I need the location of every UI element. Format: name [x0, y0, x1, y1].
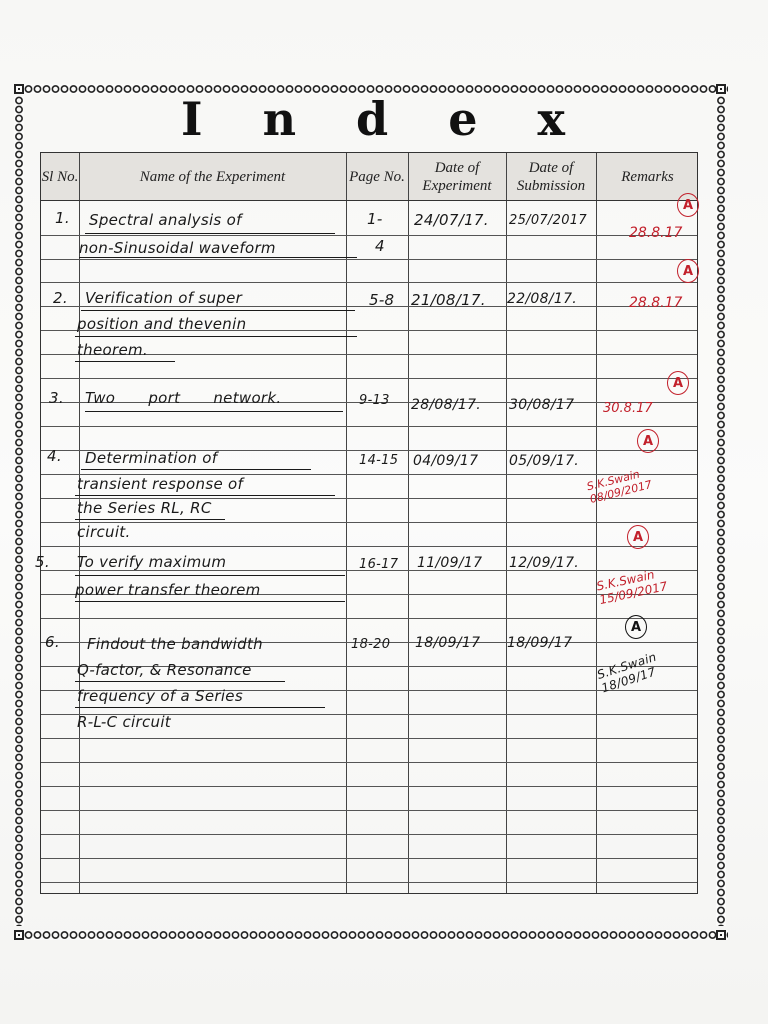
row-4-sl: 4. — [47, 447, 62, 465]
bottom-border — [24, 930, 728, 940]
row-1-name-line-2: non-Sinusoidal waveform — [79, 239, 276, 257]
row-2-name-line-3: theorem. — [77, 341, 148, 359]
grade-circle: A — [625, 615, 647, 639]
row-5-remark-signature: S.K.Swain 15/09/2017 — [595, 567, 669, 608]
row-6-sl: 6. — [45, 633, 60, 651]
underline — [81, 310, 355, 311]
page-title: I n d e x — [181, 92, 587, 146]
right-border — [716, 96, 726, 926]
ruled-line — [41, 762, 697, 763]
underline — [75, 601, 345, 602]
row-5-page: 16-17 — [359, 557, 399, 572]
row-4-name-line-2: transient response of — [77, 475, 244, 493]
index-table — [35, 152, 698, 894]
row-6-name-line-3: frequency of a Series — [77, 687, 243, 705]
row-6-name-line-1: Findout the bandwidth — [87, 635, 263, 653]
ruled-line — [41, 738, 697, 739]
row-5-name-line-1: To verify maximum — [77, 553, 227, 571]
grade-circle: A — [627, 525, 649, 549]
row-2-name-line-2: position and thevenin — [77, 315, 247, 333]
row-5-date-experiment: 11/09/17 — [417, 555, 483, 571]
underline — [75, 495, 335, 496]
row-3-date-experiment: 28/08/17. — [411, 397, 482, 413]
ruled-line — [41, 282, 697, 283]
grade-circle: A — [677, 259, 699, 283]
underline — [75, 575, 345, 576]
row-1-date-experiment: 24/07/17. — [414, 211, 489, 229]
column-divider — [408, 153, 409, 893]
grade-circle: A — [677, 193, 699, 217]
header-page-no: Page No. — [349, 168, 405, 185]
row-2-name-line-1: Verification of super — [85, 289, 243, 307]
row-4-date-experiment: 04/09/17 — [413, 453, 479, 469]
row-3-sl: 3. — [49, 389, 64, 407]
header-experiment-name: Name of the Experiment — [139, 168, 286, 185]
ruled-line — [41, 426, 697, 427]
header-remarks: Remarks — [621, 168, 674, 185]
row-4-name-line-4: circuit. — [77, 523, 131, 541]
row-2-remark-date: 28.8.17 — [629, 295, 683, 311]
row-6-date-experiment: 18/09/17 — [415, 635, 481, 651]
underline — [85, 233, 335, 234]
ruled-line — [41, 259, 697, 260]
ruled-line — [41, 546, 697, 547]
row-1-date-submission: 25/07/2017 — [509, 213, 587, 228]
corner-ornament — [716, 930, 726, 940]
ruled-line — [41, 378, 697, 379]
row-2-sl: 2. — [53, 289, 68, 307]
row-1-name-line-1: Spectral analysis of — [89, 211, 242, 229]
corner-ornament — [14, 930, 24, 940]
ruled-line — [41, 522, 697, 523]
header-sl-no: Sl No. — [41, 168, 79, 185]
row-2-date-experiment: 21/08/17. — [411, 291, 486, 309]
column-divider — [506, 153, 507, 893]
row-4-name-line-1: Determination of — [85, 449, 218, 467]
row-6-name-line-2: Q-factor, & Resonance — [77, 661, 252, 679]
ruled-line — [41, 834, 697, 835]
left-border — [14, 96, 24, 926]
grade-circle: A — [667, 371, 689, 395]
row-3-page: 9-13 — [359, 393, 390, 408]
row-4-page: 14-15 — [359, 453, 399, 468]
ruled-line — [41, 618, 697, 619]
row-3-date-submission: 30/08/17 — [509, 397, 575, 413]
row-2-date-submission: 22/08/17. — [507, 291, 578, 307]
underline — [75, 336, 357, 337]
row-6-name-line-4: R-L-C circuit — [77, 713, 171, 731]
underline — [85, 411, 343, 412]
row-4-date-submission: 05/09/17. — [509, 453, 580, 469]
underline — [75, 707, 325, 708]
row-5-date-submission: 12/09/17. — [509, 555, 580, 571]
row-1-page-end: 4 — [375, 237, 385, 255]
row-5-sl: 5. — [35, 553, 50, 571]
ruled-line — [41, 858, 697, 859]
ruled-line — [41, 786, 697, 787]
row-1-remark-date: 28.8.17 — [629, 225, 683, 241]
row-4-name-line-3: the Series RL, RC — [77, 499, 212, 517]
ruled-line — [41, 235, 697, 236]
ruled-line — [41, 882, 697, 883]
underline — [81, 469, 311, 470]
row-3-remark-date: 30.8.17 — [603, 401, 653, 416]
row-5-name-line-2: power transfer theorem — [75, 581, 261, 599]
column-divider — [596, 153, 597, 893]
underline — [79, 257, 357, 258]
underline — [75, 361, 175, 362]
column-divider — [346, 153, 347, 893]
header-rule — [41, 200, 697, 201]
row-6-date-submission: 18/09/17 — [507, 635, 573, 651]
row-1-sl: 1. — [55, 209, 70, 227]
grade-circle: A — [637, 429, 659, 453]
row-4-remark-signature: S.K.Swain 08/09/2017 — [585, 467, 654, 506]
row-6-remark-signature: S.K.Swain 18/09/17 — [595, 649, 659, 696]
row-1-page-start: 1- — [367, 210, 383, 228]
row-2-page: 5-8 — [369, 291, 395, 309]
underline — [75, 681, 285, 682]
row-6-page: 18-20 — [351, 637, 391, 652]
row-3-name-line-1: Two port network. — [85, 389, 282, 407]
ruled-line — [41, 810, 697, 811]
header-date-submission: Date of Submission — [516, 159, 586, 194]
underline — [75, 519, 225, 520]
header-date-experiment: Date of Experiment — [422, 159, 492, 194]
